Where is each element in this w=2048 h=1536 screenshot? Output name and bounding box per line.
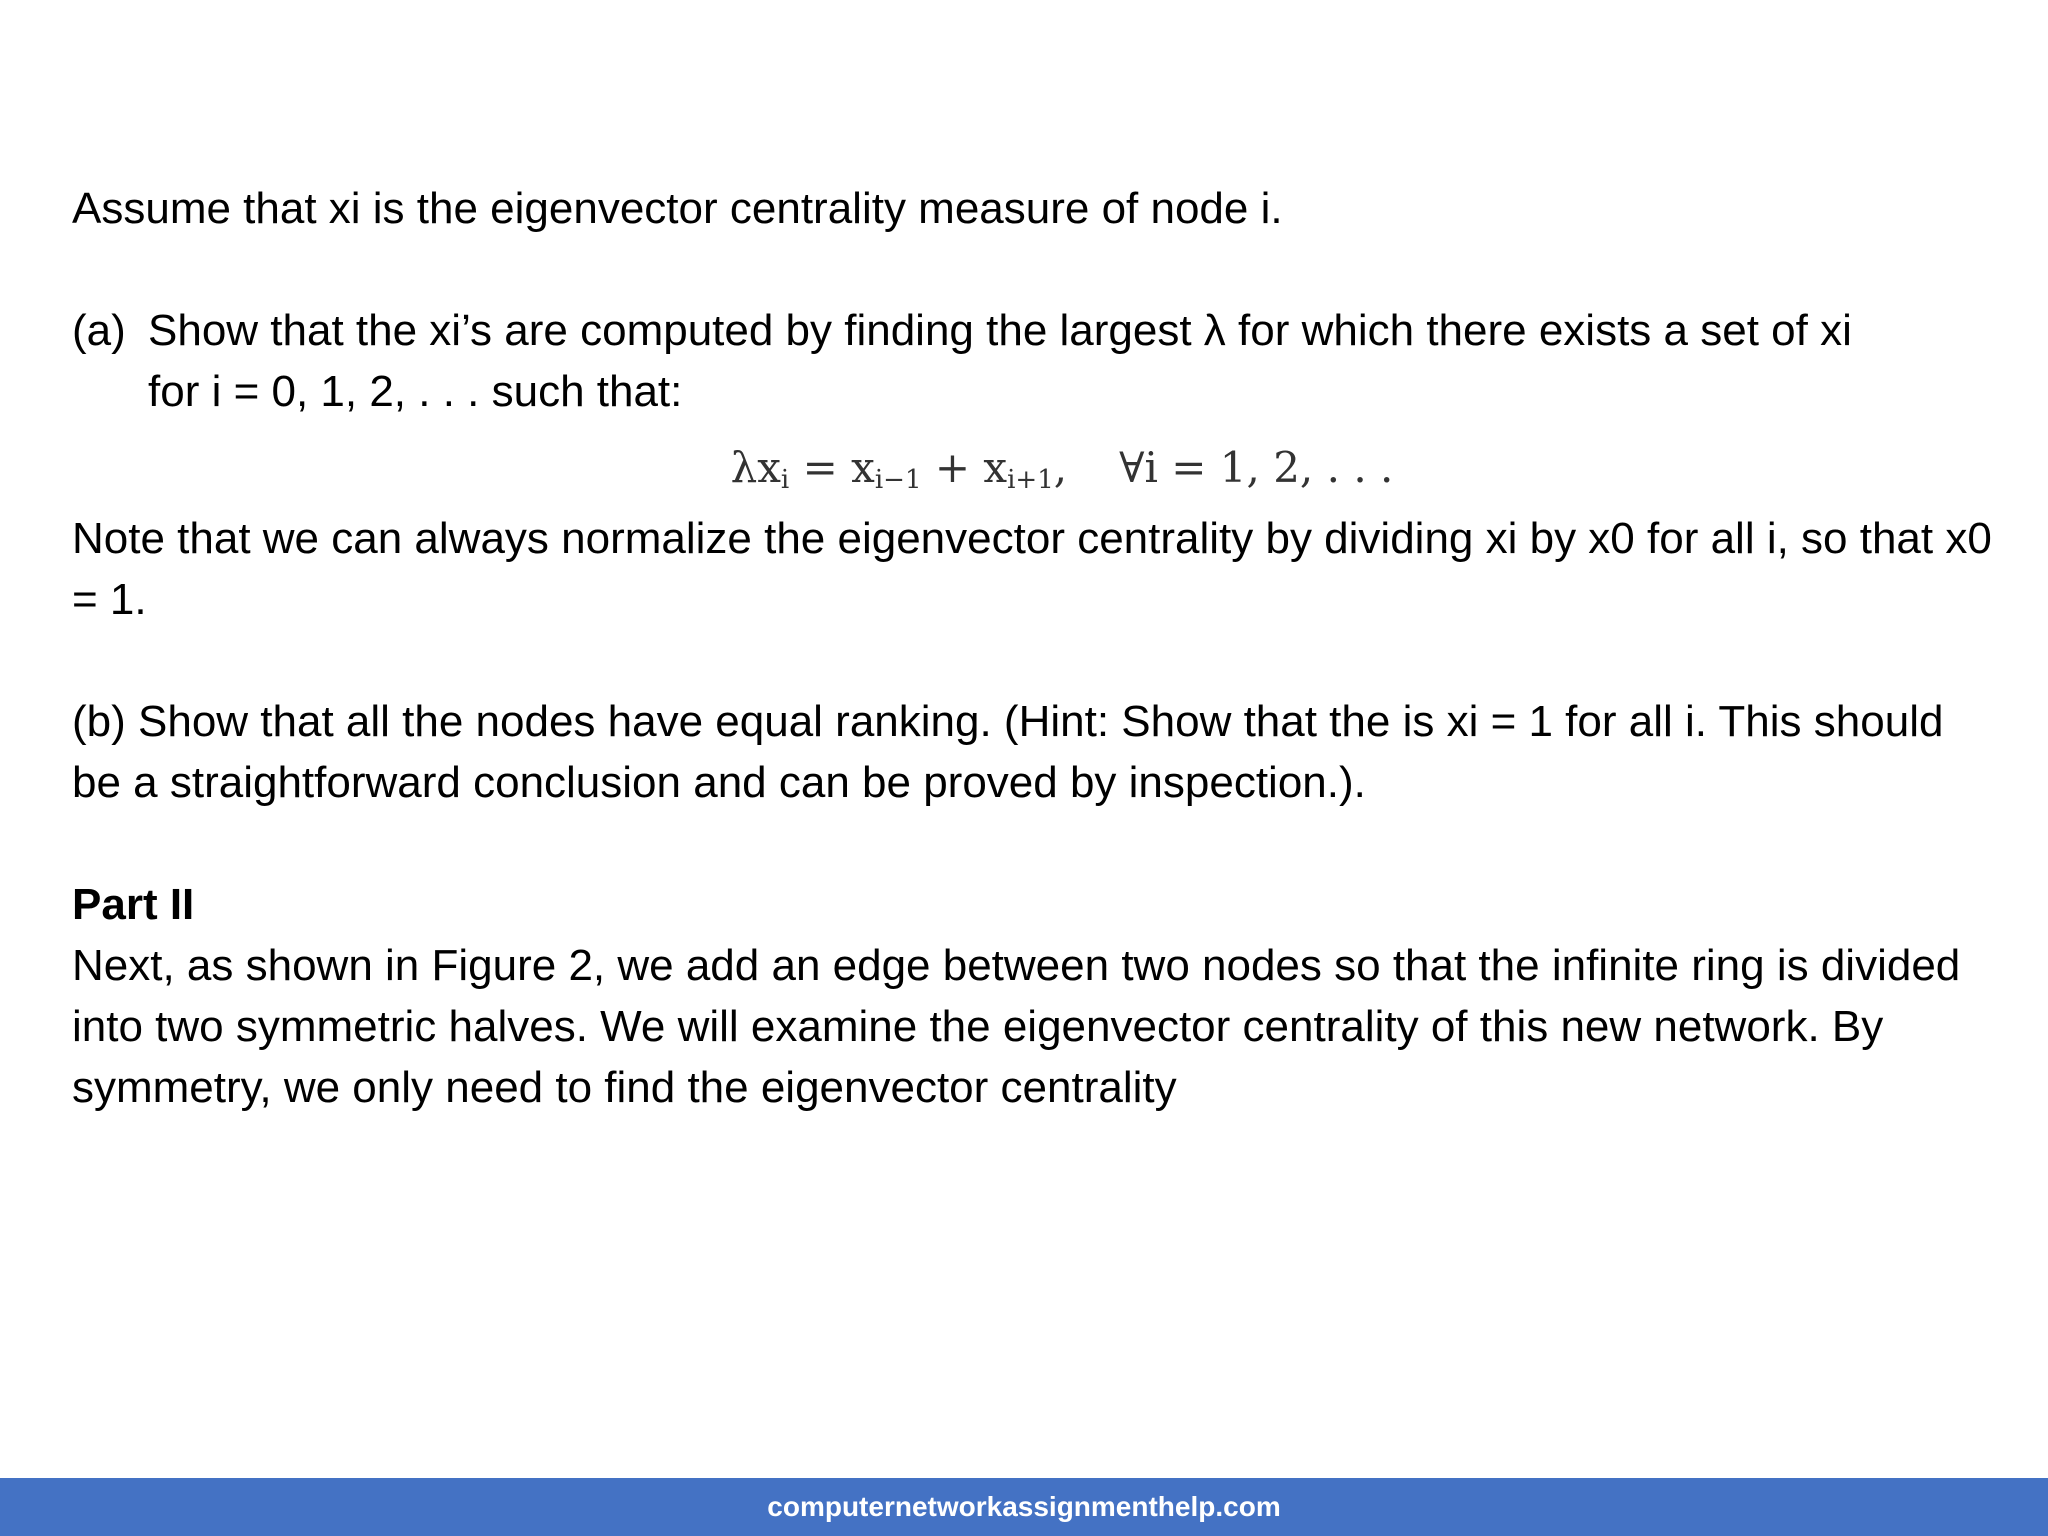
part-a-line-1: Show that the xi’s are computed by finding the largest λ for which there exists a set of xi [148, 306, 1852, 355]
equation-plus: + x [921, 443, 1008, 492]
footer-website: computernetworkassignmenthelp.com [767, 1491, 1281, 1522]
equation-term1-subscript: i−1 [874, 465, 922, 495]
part-a [72, 300, 1992, 422]
intro-text: Assume that xi is the eigenvector centrality measure of node i. [72, 184, 1283, 233]
part-a-marker: (a) [72, 306, 126, 355]
equation-forall: ∀i = 1, 2, . . . [1119, 443, 1394, 492]
footer-banner [0, 1478, 2048, 1536]
eigenvector-equation [72, 430, 1992, 506]
equation-equals: = x [789, 443, 875, 492]
equation-term2-subscript: i+1 [1007, 465, 1054, 495]
part-b-text: (b) Show that all the nodes have equal ranking. (Hint: Show that the is xi = 1 for all i. This should be a straightforward conclusion and can be proved by inspection.). [72, 697, 1944, 807]
equation-lhs: λx [730, 443, 781, 492]
part-a-text [148, 300, 1992, 422]
equation-comma: , [1053, 443, 1068, 492]
equation-lhs-subscript: i [780, 465, 790, 495]
slide-content [72, 178, 1992, 1118]
part-ii-text: Next, as shown in Figure 2, we add an edge between two nodes so that the infinite ring is divided into two symmetric halves. We will examine the eigenvector centrality of this new network. By symmetry, we only need to find the eigenvector centrality [72, 941, 1961, 1112]
part-ii-title: Part II [72, 880, 195, 929]
part-a-line-2: for i = 0, 1, 2, . . . such that: [148, 367, 683, 416]
note-text: Note that we can always normalize the eigenvector centrality by dividing xi by x0 for all i, so that x0 = 1. [72, 514, 1992, 624]
